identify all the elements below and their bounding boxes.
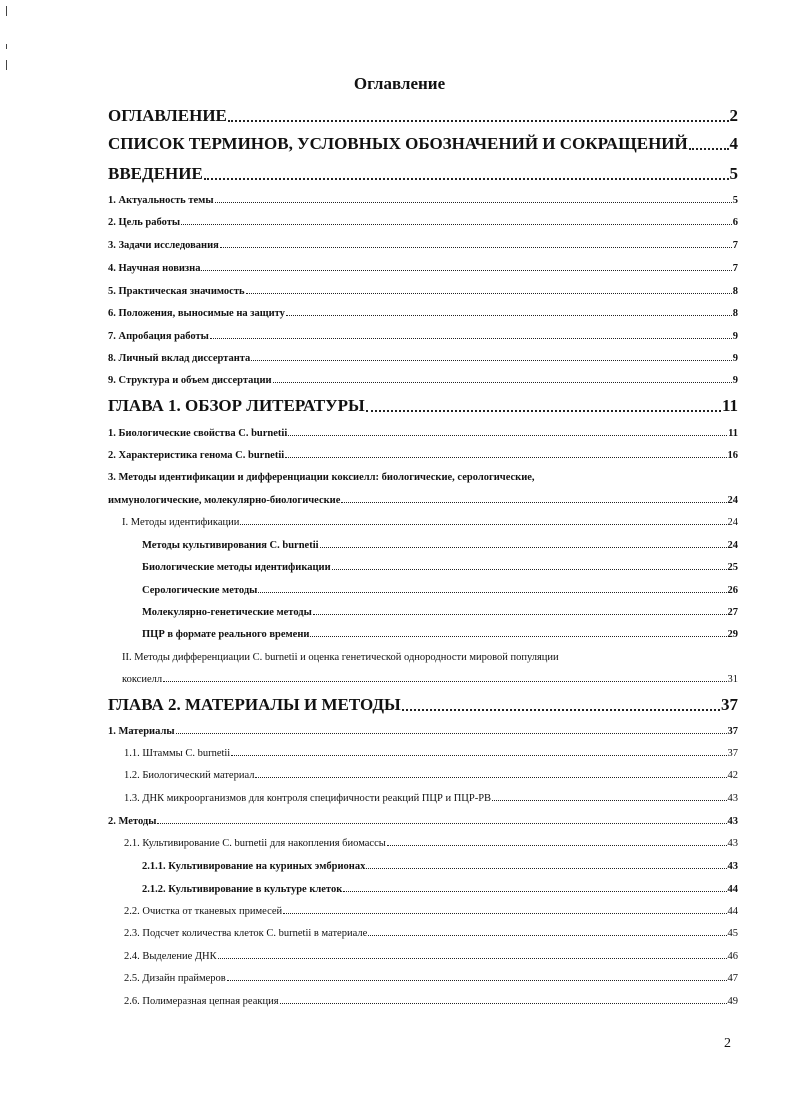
toc-entry-title: 1.1. Штаммы C. burnetii (124, 748, 231, 759)
page-number: 2 (724, 1036, 731, 1051)
toc-entry-section (108, 308, 738, 319)
dot-leader (402, 709, 720, 711)
toc-entry-section (108, 428, 738, 439)
toc-entry-title: 1.3. ДНК микроорганизмов для контроля специфичности реакций ПЦР и ПЦР-РВ (124, 793, 492, 804)
toc-entry-page: 2 (729, 106, 738, 125)
toc-entry-title: 2.1.2. Культивирование в культуре клеток (142, 884, 343, 895)
toc-entry-title: 1. Материалы (108, 726, 175, 737)
dot-leader (366, 410, 721, 412)
toc-entry-subsection (124, 793, 738, 804)
toc-entry-chapter (108, 164, 738, 184)
dot-leader (157, 823, 726, 824)
toc-entry-page: 11 (721, 396, 738, 415)
toc-entry-page: 43 (727, 793, 738, 804)
toc-entry-title: I. Методы идентификации (122, 517, 240, 528)
dot-leader (246, 293, 732, 294)
toc-entry-section (108, 195, 738, 206)
toc-entry-title-continuation: коксиелл (122, 674, 163, 685)
toc-entry-title: 2.4. Выделение ДНК (124, 951, 217, 962)
toc-entry-section (108, 495, 738, 506)
toc-entry-subsubsection (142, 540, 738, 551)
toc-entry-title: Методы культивирования C. burnetii (142, 540, 319, 551)
toc-entry-subsection (124, 996, 738, 1007)
dot-leader (255, 777, 726, 778)
toc-entry-title: ОГЛАВЛЕНИЕ (108, 106, 227, 125)
toc-entry-title: 2. Методы (108, 816, 157, 827)
dot-leader (366, 868, 726, 869)
dot-leader (689, 148, 729, 150)
toc-entry-page: 5 (729, 164, 738, 183)
page-title: Оглавление (353, 74, 446, 93)
toc-entry-page: 46 (727, 951, 738, 962)
toc-entry-subsection (124, 770, 738, 781)
dot-leader (332, 569, 727, 570)
dot-leader (218, 958, 727, 959)
toc-entry-page: 4 (729, 134, 738, 153)
toc-entry-chapter (108, 396, 738, 416)
dot-leader (251, 360, 731, 361)
toc-entry-title: 1. Актуальность темы (108, 195, 214, 206)
toc-entry-page: 7 (732, 240, 738, 251)
toc-entry-section (108, 263, 738, 274)
toc-entry-title: II. Методы дифференциации C. burnetii и оценка генетической однородности мировой популяции (122, 652, 559, 663)
toc-entry-page: 25 (727, 562, 738, 573)
toc-entry-page: 7 (732, 263, 738, 274)
toc-entry-subsection (124, 951, 738, 962)
toc-entry-title: Серологические методы (142, 585, 258, 596)
toc-entry-title: ГЛАВА 1. ОБЗОР ЛИТЕРАТУРЫ (108, 396, 365, 415)
toc-entry-subsection (122, 517, 738, 528)
toc-entry-page: 47 (727, 973, 738, 984)
toc-entry-page: 27 (727, 607, 738, 618)
dot-leader (231, 755, 726, 756)
toc-entry-chapter (108, 134, 738, 154)
toc-entry-page: 26 (727, 585, 738, 596)
dot-leader (273, 382, 732, 383)
toc-entry-title: 2.5. Дизайн праймеров (124, 973, 226, 984)
dot-leader (341, 502, 726, 503)
scan-mark (6, 6, 7, 16)
toc-entry-page: 44 (727, 906, 738, 917)
dot-leader (227, 980, 727, 981)
toc-entry-page: 8 (732, 308, 738, 319)
dot-leader (492, 800, 726, 801)
toc-entry-title: 2. Характеристика генома C. burnetii (108, 450, 285, 461)
toc-entry-page: 37 (727, 748, 738, 759)
toc-entry-page: 37 (721, 695, 738, 714)
toc-entry-section (108, 726, 738, 737)
toc-entry-subsubsection (142, 585, 738, 596)
toc-entry-subsubsection (142, 629, 738, 640)
dot-leader (163, 681, 726, 682)
dot-leader (343, 891, 726, 892)
toc-entry-section (108, 331, 738, 342)
dot-leader (204, 178, 729, 180)
toc-entry-title: 4. Научная новизна (108, 263, 201, 274)
toc-entry-section (108, 353, 738, 364)
toc-entry-title: 2. Цель работы (108, 217, 181, 228)
toc-entry-title: 1. Биологические свойства C. burnetii (108, 428, 288, 439)
toc-entry-subsection (124, 906, 738, 917)
toc-entry-title: ГЛАВА 2. МАТЕРИАЛЫ И МЕТОДЫ (108, 695, 401, 714)
toc-entry-page: 42 (727, 770, 738, 781)
dot-leader (181, 224, 732, 225)
toc-entry-title: 9. Структура и объем диссертации (108, 375, 272, 386)
toc-entry-title: ВВЕДЕНИЕ (108, 164, 203, 183)
toc-entry-title: 1.2. Биологический материал (124, 770, 255, 781)
toc-entry-title: 2.3. Подсчет количества клеток C. burnetii в материале (124, 928, 368, 939)
toc-entry-page: 29 (727, 629, 738, 640)
toc-entry-subsubsection (142, 562, 738, 573)
toc-entry-page: 24 (727, 540, 738, 551)
toc-entry-subsubsection (142, 607, 738, 618)
toc-entry-subsection (122, 674, 738, 685)
dot-leader (387, 845, 727, 846)
dot-leader (201, 270, 731, 271)
dot-leader (310, 636, 726, 637)
dot-leader (285, 457, 726, 458)
toc-entry-page: 9 (732, 375, 738, 386)
toc-entry-page: 24 (727, 495, 738, 506)
toc-entry-page: 31 (727, 674, 738, 685)
toc-entry-chapter (108, 695, 738, 715)
toc-entry-page: 43 (727, 861, 738, 872)
dot-leader (228, 120, 729, 122)
dot-leader (288, 435, 727, 436)
toc-entry-subsection (124, 838, 738, 849)
toc-entry-page: 43 (727, 838, 738, 849)
toc-entry-title-continuation: иммунологические, молекулярно-биологические (108, 495, 341, 506)
dot-leader (258, 592, 726, 593)
toc-entry-title: 3. Задачи исследования (108, 240, 219, 251)
toc-entry-page: 45 (727, 928, 738, 939)
toc-entry-subsubsection (142, 884, 738, 895)
toc-entry-page: 11 (728, 428, 738, 439)
dot-leader (210, 338, 732, 339)
toc-entry-page: 44 (727, 884, 738, 895)
toc-entry-section (108, 450, 738, 461)
toc-entry-page: 8 (732, 286, 738, 297)
toc-entry-section (108, 286, 738, 297)
toc-entry-title: 7. Апробация работы (108, 331, 209, 342)
toc-entry-title: СПИСОК ТЕРМИНОВ, УСЛОВНЫХ ОБОЗНАЧЕНИЙ И СОКРАЩЕНИЙ (108, 134, 688, 153)
dot-leader (176, 733, 727, 734)
toc-entry-subsection (124, 973, 738, 984)
toc-entry-page: 5 (732, 195, 738, 206)
toc-entry-title: 6. Положения, выносимые на защиту (108, 308, 285, 319)
toc-entry-section (108, 240, 738, 251)
toc-entry-page: 16 (727, 450, 738, 461)
toc-entry-subsubsection (142, 861, 738, 872)
dot-leader (313, 614, 727, 615)
scan-mark (6, 60, 7, 70)
toc-entry-chapter (108, 106, 738, 126)
dot-leader (215, 202, 732, 203)
toc-entry-title: 5. Практическая значимость (108, 286, 245, 297)
toc-entry-title: 2.1. Культивирование C. burnetii для накопления биомассы (124, 838, 386, 849)
toc-entry-title: Молекулярно-генетические методы (142, 607, 312, 618)
toc-entry-page: 24 (727, 517, 738, 528)
toc-entry-subsection (124, 928, 738, 939)
dot-leader (320, 547, 727, 548)
toc-entry-title: 2.2. Очистка от тканевых примесей (124, 906, 283, 917)
toc-entry-page: 9 (732, 353, 738, 364)
toc-entry-title: 3. Методы идентификации и дифференциации коксиелл: биологические, серологические, (108, 472, 535, 483)
toc-entry-title: Биологические методы идентификации (142, 562, 331, 573)
dot-leader (283, 913, 726, 914)
toc-entry-page: 37 (727, 726, 738, 737)
dot-leader (286, 315, 732, 316)
toc-entry-page: 49 (727, 996, 738, 1007)
toc-entry-title: ПЦР в формате реального времени (142, 629, 310, 640)
toc-entry-section (108, 217, 738, 228)
toc-entry-page: 9 (732, 331, 738, 342)
scan-mark (6, 44, 7, 49)
dot-leader (240, 524, 726, 525)
toc-entry-section (108, 375, 738, 386)
toc-entry-subsection (124, 748, 738, 759)
toc-entry-title: 8. Личный вклад диссертанта (108, 353, 251, 364)
toc-entry-page: 43 (727, 816, 738, 827)
toc-entry-section (108, 816, 738, 827)
toc-entry-title: 2.6. Полимеразная цепная реакция (124, 996, 279, 1007)
dot-leader (220, 247, 732, 248)
dot-leader (280, 1003, 727, 1004)
toc-entry-page: 6 (732, 217, 738, 228)
dot-leader (368, 935, 726, 936)
toc-entry-title: 2.1.1. Культивирование на куриных эмбрионах (142, 861, 366, 872)
